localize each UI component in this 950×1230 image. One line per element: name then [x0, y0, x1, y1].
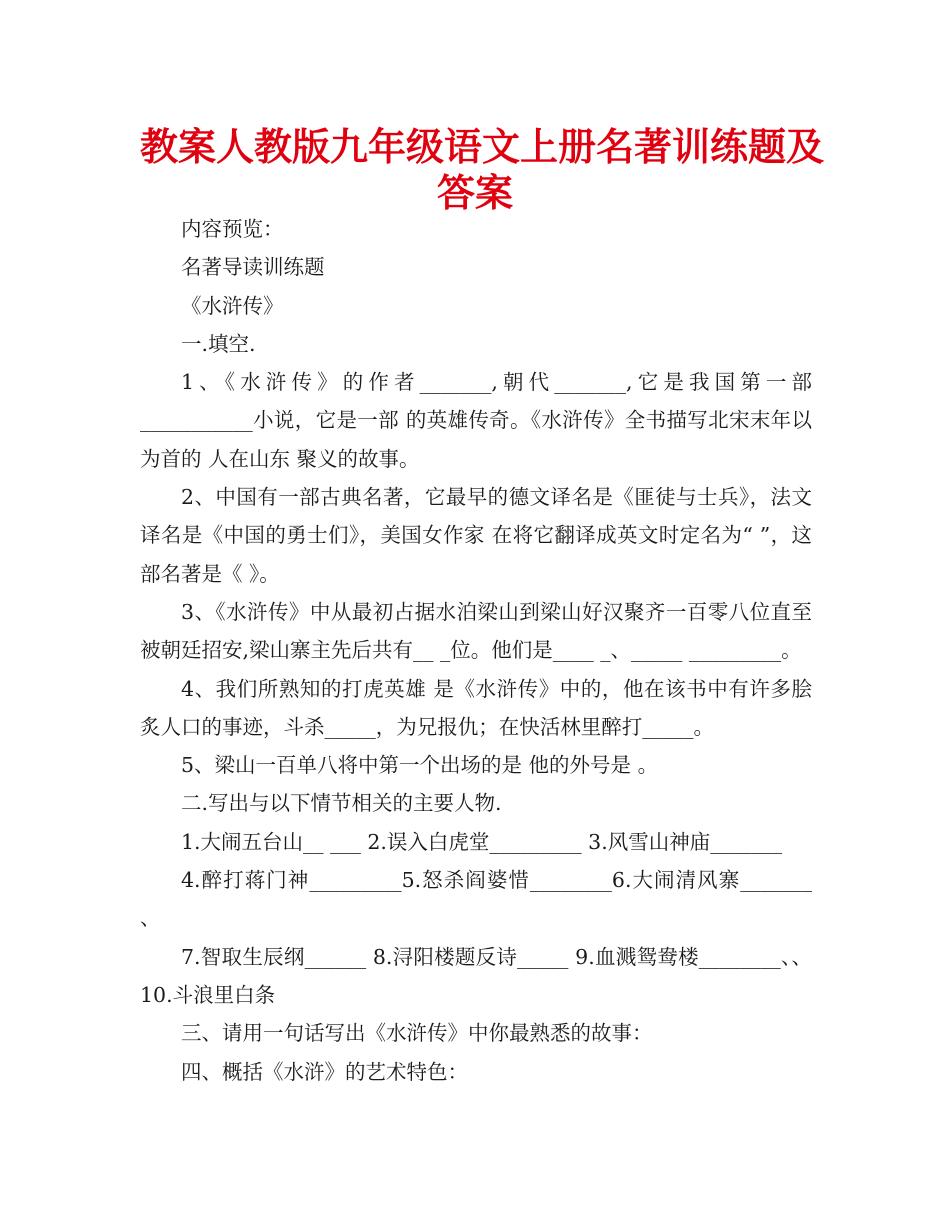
question-3: 3、《水浒传》中从最初占据水泊梁山到梁山好汉聚齐一百零八位直至被朝廷招安,梁山寨主先后共有__ _位。他们是____ _、_____ _________。 — [140, 599, 812, 663]
document-title-line-2: 答案 — [436, 171, 513, 215]
document-body — [140, 210, 812, 1091]
question-2: 2、中国有一部古典名著，它最早的德文译名是《匪徒与士兵》，法文译名是《中国的勇士们》，美国女作家 在将它翻译成英文时定名为“ ”，这部名著是《 》。 — [140, 485, 812, 586]
part-heading-story: 三、请用一句话写出《水浒传》中你最熟悉的故事： — [181, 1021, 653, 1046]
section-heading: 名著导读训练题 — [181, 255, 325, 280]
characters-row-2: 4.醉打蒋门神_________5.怒杀阎婆惜________6.大闹清风寨_______ 、 — [140, 868, 812, 931]
characters-row-1: 1.大闹五台山__ ___ 2.误入白虎堂_________ 3.风雪山神庙_______ — [181, 829, 782, 854]
document-title-line-1: 教案人教版九年级语文上册名著训练题及 — [140, 125, 825, 169]
question-5: 5、梁山一百单八将中第一个出场的是 他的外号是 。 — [181, 753, 659, 778]
question-1: 1、《水浒传》的作者_______,朝代_______,它是我国第一部___________小说，它是一部 的英雄传奇。《水浒传》全书描写北宋末年以 为首的 人在山东 聚义的故事。 — [140, 370, 812, 471]
part-heading-art: 四、概括《水浒》的艺术特色： — [181, 1059, 468, 1084]
characters-row-3: 7.智取生辰纲______ 8.浔阳楼题反诗_____ 9.血溅鸳鸯楼________、、10.斗浪里白条 — [140, 944, 812, 1007]
question-4: 4、我们所熟知的打虎英雄 是《水浒传》中的，他在该书中有许多脍炙人口的事迹，斗杀_____，为兄报仇；在快活林里醉打_____。 — [140, 676, 812, 739]
part-heading-fill-blank: 一.填空. — [181, 331, 256, 356]
part-heading-characters: 二.写出与以下情节相关的主要人物. — [181, 791, 502, 816]
book-title: 《水浒传》 — [181, 293, 284, 318]
preview-label: 内容预览： — [181, 217, 284, 241]
